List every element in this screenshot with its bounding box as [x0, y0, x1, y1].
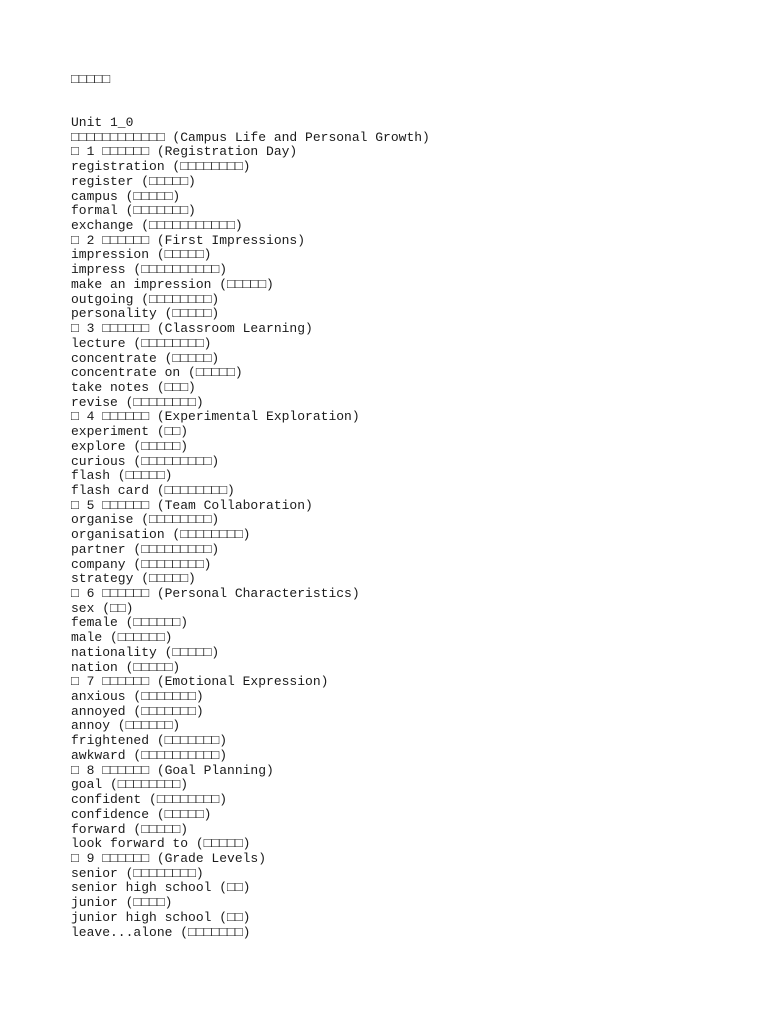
unit-title: Unit 1_0	[71, 115, 134, 130]
vocabulary-list	[71, 116, 430, 940]
vocabulary-line: take notes (□□□)	[71, 379, 196, 395]
vocabulary-line: □ 4 □□□□□□ (Experimental Exploration)	[71, 409, 360, 425]
vocabulary-line: leave...alone (□□□□□□□)	[71, 924, 251, 940]
vocabulary-line: nation (□□□□□)	[71, 659, 181, 675]
vocabulary-line: registration (□□□□□□□□)	[71, 159, 251, 175]
vocabulary-line: strategy (□□□□□)	[71, 571, 196, 587]
vocabulary-line: concentrate (□□□□□)	[71, 350, 220, 366]
vocabulary-line: □ 2 □□□□□□ (First Impressions)	[71, 232, 306, 248]
vocabulary-line: make an impression (□□□□□)	[71, 276, 274, 292]
vocabulary-line: confident (□□□□□□□□)	[71, 792, 228, 808]
vocabulary-line: junior (□□□□)	[71, 895, 173, 911]
vocabulary-line: anxious (□□□□□□□)	[71, 689, 204, 705]
vocabulary-line: revise (□□□□□□□□)	[71, 394, 204, 410]
vocabulary-line: sex (□□)	[71, 600, 134, 616]
vocabulary-line: senior (□□□□□□□□)	[71, 865, 204, 881]
vocabulary-line: □ 5 □□□□□□ (Team Collaboration)	[71, 497, 313, 513]
vocabulary-line: company (□□□□□□□□)	[71, 556, 212, 572]
vocabulary-line: curious (□□□□□□□□□)	[71, 453, 220, 469]
vocabulary-line: concentrate on (□□□□□)	[71, 365, 243, 381]
vocabulary-line: female (□□□□□□)	[71, 615, 189, 631]
vocabulary-line: □ 7 □□□□□□ (Emotional Expression)	[71, 674, 329, 690]
vocabulary-line: frightened (□□□□□□□)	[71, 733, 228, 749]
vocabulary-line: junior high school (□□)	[71, 909, 251, 925]
vocabulary-line: □ 1 □□□□□□ (Registration Day)	[71, 144, 298, 160]
vocabulary-line: male (□□□□□□)	[71, 630, 173, 646]
vocabulary-line: partner (□□□□□□□□□)	[71, 541, 220, 557]
vocabulary-line: register (□□□□□)	[71, 173, 196, 189]
vocabulary-line: annoyed (□□□□□□□)	[71, 703, 204, 719]
vocabulary-line: □ 8 □□□□□□ (Goal Planning)	[71, 762, 274, 778]
vocabulary-line: annoy (□□□□□□)	[71, 718, 181, 734]
vocabulary-line: look forward to (□□□□□)	[71, 836, 251, 852]
vocabulary-line: organise (□□□□□□□□)	[71, 512, 220, 528]
vocabulary-line: organisation (□□□□□□□□)	[71, 527, 251, 543]
vocabulary-line: confidence (□□□□□)	[71, 806, 212, 822]
vocabulary-line: experiment (□□)	[71, 424, 189, 440]
vocabulary-line: □ 3 □□□□□□ (Classroom Learning)	[71, 321, 313, 337]
vocabulary-line: flash (□□□□□)	[71, 468, 173, 484]
vocabulary-line: explore (□□□□□)	[71, 438, 189, 454]
vocabulary-line: campus (□□□□□)	[71, 188, 181, 204]
vocabulary-line: flash card (□□□□□□□□)	[71, 482, 235, 498]
vocabulary-line: formal (□□□□□□□)	[71, 203, 196, 219]
vocabulary-line: forward (□□□□□)	[71, 821, 189, 837]
vocabulary-line: nationality (□□□□□)	[71, 644, 220, 660]
vocabulary-line: senior high school (□□)	[71, 880, 251, 896]
vocabulary-line: □ 9 □□□□□□ (Grade Levels)	[71, 850, 267, 866]
vocabulary-line: impression (□□□□□)	[71, 247, 212, 263]
vocabulary-line: outgoing (□□□□□□□□)	[71, 291, 220, 307]
vocabulary-line: awkward (□□□□□□□□□□)	[71, 747, 228, 763]
vocabulary-line: goal (□□□□□□□□)	[71, 777, 189, 793]
page-header-text: □□□□□	[71, 72, 111, 87]
vocabulary-line: personality (□□□□□)	[71, 306, 220, 322]
vocabulary-line: □ 6 □□□□□□ (Personal Characteristics)	[71, 586, 360, 601]
vocabulary-line: lecture (□□□□□□□□)	[71, 335, 212, 351]
vocabulary-line: exchange (□□□□□□□□□□□)	[71, 218, 243, 234]
vocabulary-line: □□□□□□□□□□□□ (Campus Life and Personal Growth)	[71, 129, 430, 145]
vocabulary-line: impress (□□□□□□□□□□)	[71, 262, 228, 278]
